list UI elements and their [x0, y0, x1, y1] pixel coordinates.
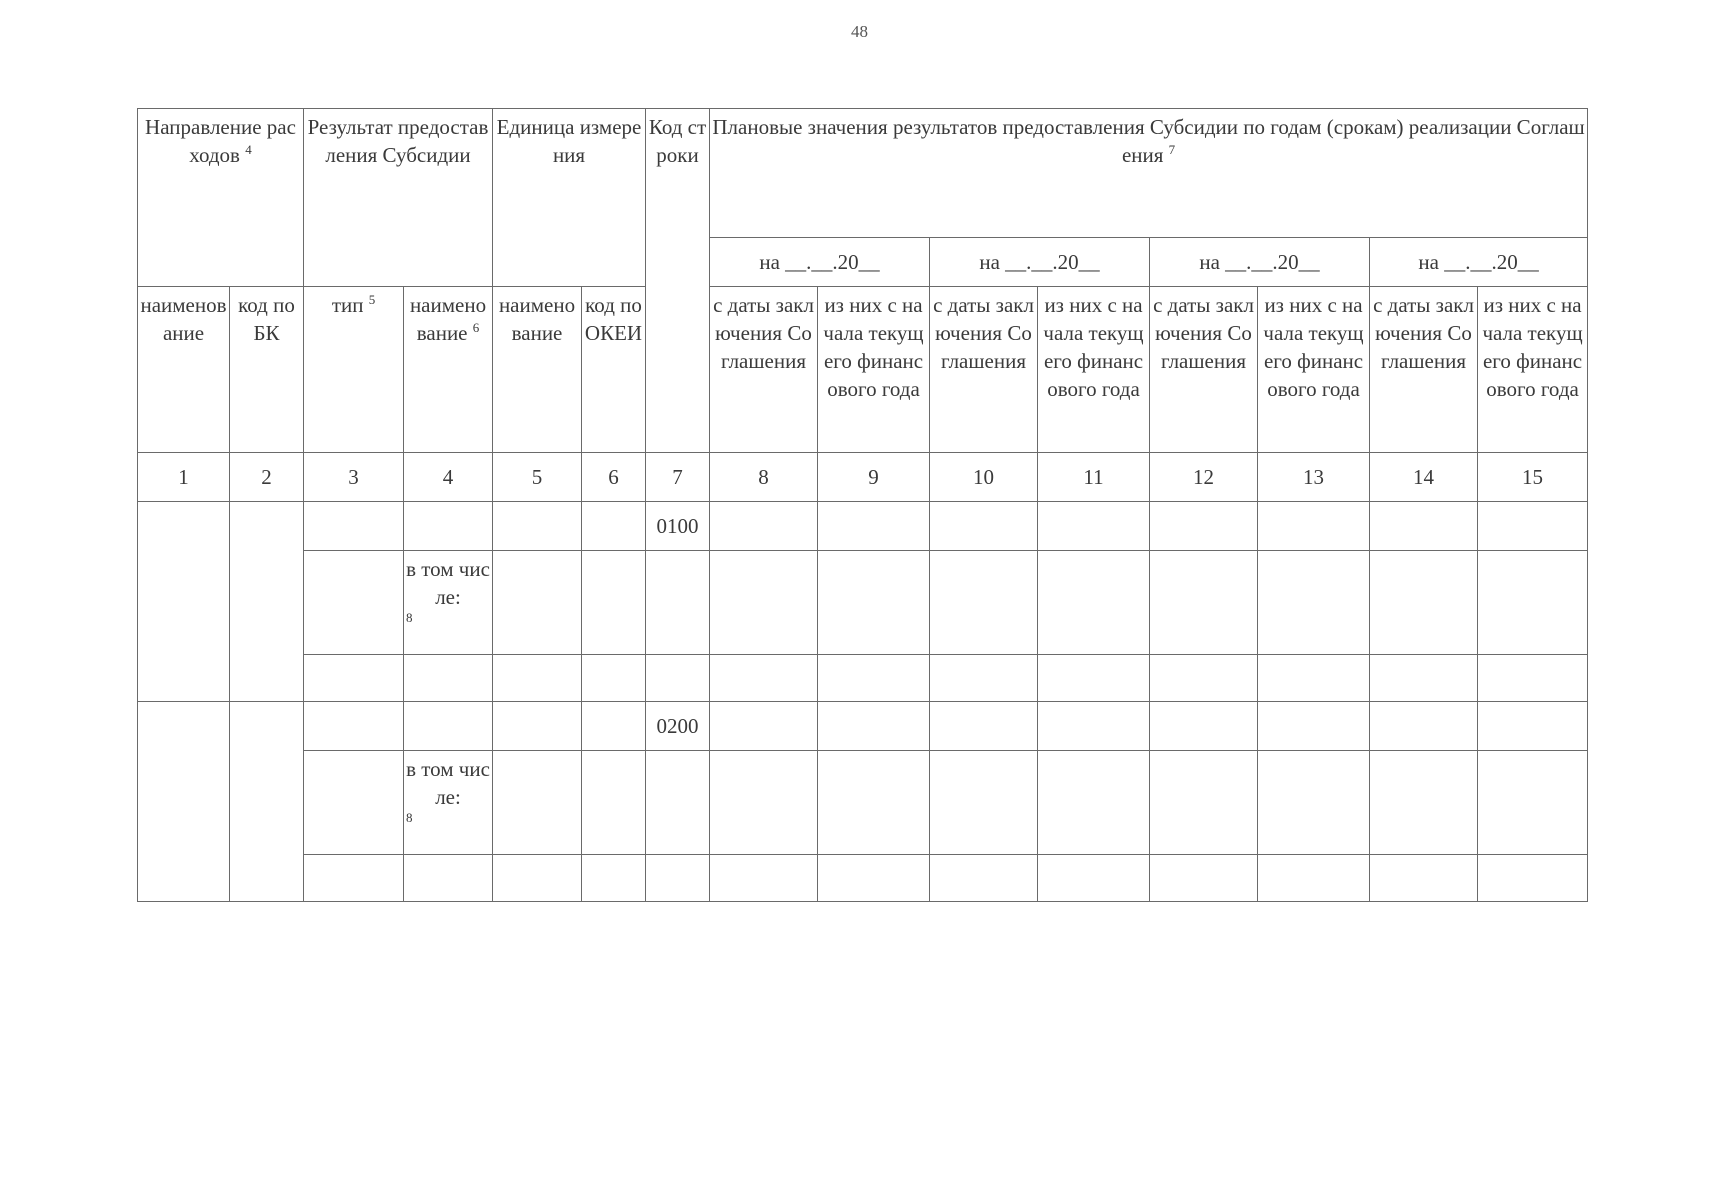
cell-direction-name	[138, 702, 230, 902]
header-planned	[710, 109, 1588, 238]
cell	[1258, 702, 1370, 751]
cell	[404, 502, 493, 551]
cell	[1370, 551, 1478, 655]
cell	[304, 551, 404, 655]
cell	[818, 702, 930, 751]
column-number: 12	[1150, 453, 1258, 502]
cell	[930, 502, 1038, 551]
cell	[710, 751, 818, 855]
subheader-unit-name: наименование	[493, 287, 582, 453]
column-number: 11	[1038, 453, 1150, 502]
cell	[818, 502, 930, 551]
cell	[1478, 751, 1588, 855]
cell-direction-name	[138, 502, 230, 702]
cell	[930, 855, 1038, 902]
cell	[304, 855, 404, 902]
column-number: 5	[493, 453, 582, 502]
cell	[1258, 502, 1370, 551]
including-label	[404, 551, 493, 655]
cell	[818, 551, 930, 655]
cell	[930, 702, 1038, 751]
cell	[404, 702, 493, 751]
cell	[493, 855, 582, 902]
cell	[1038, 702, 1150, 751]
header-unit: Единица измерения	[493, 109, 646, 287]
period-4-label: на __.__.20__	[1370, 238, 1588, 287]
column-number: 2	[230, 453, 304, 502]
cell	[1258, 855, 1370, 902]
including-label	[404, 751, 493, 855]
cell	[304, 702, 404, 751]
period-2-label: на __.__.20__	[930, 238, 1150, 287]
cell	[493, 751, 582, 855]
cell	[1478, 702, 1588, 751]
column-number: 15	[1478, 453, 1588, 502]
column-number: 7	[646, 453, 710, 502]
subheader-period-2-from-date: с даты заключения Соглашения	[930, 287, 1038, 453]
cell	[1150, 855, 1258, 902]
cell	[1150, 551, 1258, 655]
cell	[1478, 551, 1588, 655]
subheader-period-2-from-year: из них с начала текущего финансового года	[1038, 287, 1150, 453]
cell	[930, 551, 1038, 655]
subheader-period-1-from-year: из них с начала текущего финансового года	[818, 287, 930, 453]
cell	[1038, 855, 1150, 902]
cell	[582, 702, 646, 751]
cell	[404, 655, 493, 702]
cell	[1150, 702, 1258, 751]
cell	[710, 855, 818, 902]
subheader-result-type-text: тип	[331, 293, 364, 317]
row-code-0100: 0100	[646, 502, 710, 551]
cell	[1478, 655, 1588, 702]
results-table	[137, 108, 1588, 902]
column-number: 14	[1370, 453, 1478, 502]
cell-direction-code	[230, 502, 304, 702]
footnote-6: 6	[472, 320, 480, 335]
column-number-row	[138, 453, 1588, 502]
subheader-result-type	[304, 287, 404, 453]
column-number: 13	[1258, 453, 1370, 502]
cell	[1150, 655, 1258, 702]
column-number: 10	[930, 453, 1038, 502]
page-number: 48	[851, 22, 868, 41]
cell	[582, 751, 646, 855]
cell	[710, 702, 818, 751]
cell	[710, 655, 818, 702]
cell	[1478, 855, 1588, 902]
column-number: 9	[818, 453, 930, 502]
table-row	[138, 751, 1588, 855]
period-1-label: на __.__.20__	[710, 238, 930, 287]
subheader-result-name-text: наименование	[409, 293, 487, 345]
column-number: 3	[304, 453, 404, 502]
cell	[710, 551, 818, 655]
cell	[1370, 751, 1478, 855]
cell	[304, 751, 404, 855]
cell	[646, 655, 710, 702]
including-text: в том числе:	[406, 757, 490, 809]
cell	[582, 502, 646, 551]
column-number: 6	[582, 453, 646, 502]
header-result: Результат предоставления Субсидии	[304, 109, 493, 287]
column-number: 8	[710, 453, 818, 502]
cell	[1370, 855, 1478, 902]
period-3-label: на __.__.20__	[1150, 238, 1370, 287]
row-code-0200: 0200	[646, 702, 710, 751]
subheader-direction-code: код по БК	[230, 287, 304, 453]
subheader-result-name	[404, 287, 493, 453]
subheader-period-1-from-date: с даты заключения Соглашения	[710, 287, 818, 453]
cell	[1038, 551, 1150, 655]
cell	[493, 551, 582, 655]
cell	[1150, 751, 1258, 855]
cell	[1258, 655, 1370, 702]
column-number: 1	[138, 453, 230, 502]
header-direction-text: Направление расходов	[145, 115, 296, 167]
table-row	[138, 502, 1588, 551]
header-direction	[138, 109, 304, 287]
cell	[1038, 751, 1150, 855]
footnote-5: 5	[368, 292, 376, 307]
cell	[1370, 502, 1478, 551]
cell	[1258, 551, 1370, 655]
cell	[1038, 655, 1150, 702]
footnote-8: 8	[406, 610, 413, 625]
subheader-period-3-from-date: с даты заключения Соглашения	[1150, 287, 1258, 453]
cell	[646, 551, 710, 655]
cell	[304, 502, 404, 551]
cell	[646, 751, 710, 855]
subheader-unit-code: код по ОКЕИ	[582, 287, 646, 453]
cell	[582, 655, 646, 702]
cell	[646, 855, 710, 902]
subheader-direction-name: наименование	[138, 287, 230, 453]
cell	[1258, 751, 1370, 855]
table-row	[138, 655, 1588, 702]
cell	[493, 702, 582, 751]
cell	[930, 751, 1038, 855]
cell	[1150, 502, 1258, 551]
cell	[493, 655, 582, 702]
cell	[818, 855, 930, 902]
cell	[582, 855, 646, 902]
cell	[1038, 502, 1150, 551]
cell	[1370, 702, 1478, 751]
subheader-period-4-from-date: с даты заключения Соглашения	[1370, 287, 1478, 453]
cell	[582, 551, 646, 655]
column-number: 4	[404, 453, 493, 502]
cell	[710, 502, 818, 551]
cell	[818, 655, 930, 702]
footnote-4: 4	[245, 142, 252, 157]
subheader-period-3-from-year: из них с начала текущего финансового года	[1258, 287, 1370, 453]
table-row	[138, 855, 1588, 902]
cell-direction-code	[230, 702, 304, 902]
header-planned-text: Плановые значения результатов предоставления Субсидии по годам (срокам) реализации Соглашения	[712, 115, 1585, 167]
footnote-8: 8	[406, 810, 413, 825]
subheader-period-4-from-year: из них с начала текущего финансового года	[1478, 287, 1588, 453]
cell	[930, 655, 1038, 702]
cell	[404, 855, 493, 902]
table-row	[138, 702, 1588, 751]
cell	[1370, 655, 1478, 702]
header-row-code: Код строки	[646, 109, 710, 453]
footnote-7: 7	[1168, 142, 1176, 157]
cell	[818, 751, 930, 855]
including-text: в том числе:	[406, 557, 490, 609]
cell	[304, 655, 404, 702]
cell	[1478, 502, 1588, 551]
table-row	[138, 551, 1588, 655]
cell	[493, 502, 582, 551]
